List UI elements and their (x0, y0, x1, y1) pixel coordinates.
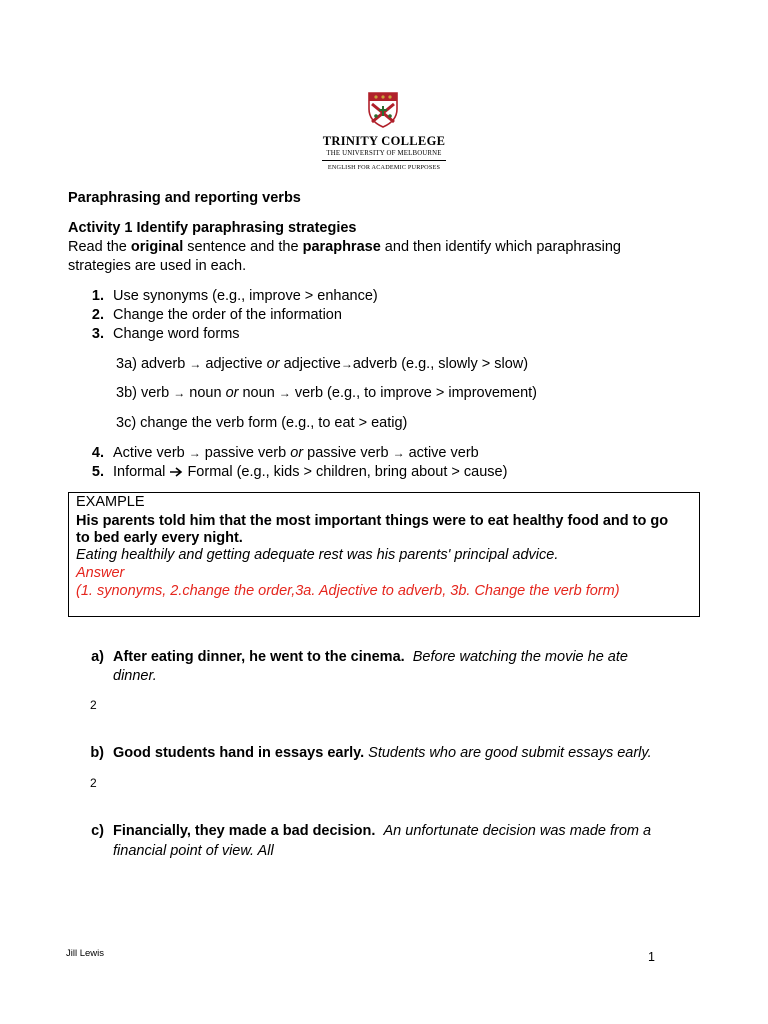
question-a (113, 649, 628, 665)
sub-text: noun (238, 385, 279, 401)
intro-line-1 (68, 239, 621, 255)
arrow-right-icon: → (278, 386, 291, 400)
question-answer: 2 (90, 776, 97, 790)
sub-text: 3b) verb (116, 385, 174, 401)
example-paraphrase: Eating healthily and getting adequate rest was his parents' principal advice. (76, 547, 559, 563)
arrow-right-icon: → (188, 446, 201, 460)
example-original-line-1: His parents told him that the most important things were to eat healthy food and to go (76, 513, 669, 529)
page-heading: Paraphrasing and reporting verbs (68, 190, 301, 206)
question-paraphrase-cont: dinner. (113, 668, 157, 684)
sub-strategy-3c: 3c) change the verb form (e.g., to eat > eatig) (116, 415, 408, 431)
intro-bold-original: original (130, 239, 184, 255)
list-number: 1. (91, 288, 104, 304)
item-text: Formal (e.g., kids > children, bring about > cause) (183, 464, 508, 480)
footer-author: Jill Lewis (66, 948, 105, 959)
example-box (68, 492, 700, 617)
intro-line-2: strategies are used in each. (68, 258, 247, 274)
example-answer-label: Answer (76, 565, 125, 581)
question-b (113, 745, 652, 761)
logo-divider (322, 160, 446, 161)
question-c (113, 823, 651, 839)
list-number: 4. (91, 445, 104, 461)
page-number: 1 (648, 950, 655, 964)
question-answer: 2 (90, 698, 97, 712)
list-item: Change the order of the information (113, 307, 342, 323)
activity-title: Activity 1 Identify paraphrasing strategies (68, 220, 357, 236)
list-item: Use synonyms (e.g., improve > enhance) (113, 288, 378, 304)
sub-text: 3a) adverb (116, 356, 190, 372)
intro-text: and then identify which paraphrasing (380, 239, 621, 255)
sub-strategy-3a (116, 356, 528, 372)
trinity-college-logo (318, 90, 450, 176)
item-text: Active verb (113, 445, 189, 461)
intro-text: sentence and the (183, 239, 303, 255)
example-label: EXAMPLE (76, 494, 145, 510)
item-text: passive verb (200, 445, 291, 461)
sub-or: or (225, 385, 239, 401)
example-answer: (1. synonyms, 2.change the order,3a. Adjective to adverb, 3b. Change the verb form) (76, 583, 620, 599)
sub-text: adjective (279, 356, 341, 372)
list-item (113, 445, 479, 461)
item-text: passive verb (303, 445, 393, 461)
list-item (113, 464, 507, 480)
sub-text: noun (185, 385, 226, 401)
logo-title: TRINITY COLLEGE (322, 134, 446, 148)
college-crest-icon (368, 92, 398, 128)
logo-department: ENGLISH FOR ACADEMIC PURPOSES (327, 164, 441, 171)
list-number: 5. (91, 464, 104, 480)
question-letter: b) (90, 745, 104, 761)
list-item: Change word forms (113, 326, 240, 342)
arrow-right-icon: → (340, 357, 353, 371)
question-letter: a) (91, 649, 104, 665)
arrow-right-icon: → (173, 386, 186, 400)
question-paraphrase-cont: financial point of view. All (113, 843, 274, 859)
logo-subtitle: THE UNIVERSITY OF MELBOURNE (326, 150, 442, 157)
sub-text: verb (e.g., to improve > improvement) (290, 385, 537, 401)
question-paraphrase: An unfortunate decision was made from a (383, 823, 652, 839)
question-original: Financially, they made a bad decision. (113, 823, 376, 839)
list-number: 2. (91, 307, 104, 323)
item-or: or (290, 445, 304, 461)
question-paraphrase: Before watching the movie he ate (412, 649, 628, 665)
question-paraphrase: Students who are good submit essays early. (368, 745, 652, 761)
intro-bold-paraphrase: paraphrase (302, 239, 381, 255)
arrow-right-icon: → (392, 446, 405, 460)
question-letter: c) (91, 823, 104, 839)
question-original: After eating dinner, he went to the cinema. (113, 649, 405, 665)
sub-text: adjective (201, 356, 267, 372)
sub-text: adverb (e.g., slowly > slow) (352, 356, 529, 372)
sub-or: or (266, 356, 280, 372)
sub-strategy-3b (116, 385, 537, 401)
arrow-right-icon (169, 467, 183, 477)
example-original-line-2: to bed early every night. (76, 530, 243, 546)
item-text: Informal (113, 464, 170, 480)
list-number: 3. (91, 326, 104, 342)
item-text: active verb (404, 445, 479, 461)
intro-text: Read the (68, 239, 131, 255)
arrow-right-icon: → (189, 357, 202, 371)
question-original: Good students hand in essays early. (113, 745, 365, 761)
